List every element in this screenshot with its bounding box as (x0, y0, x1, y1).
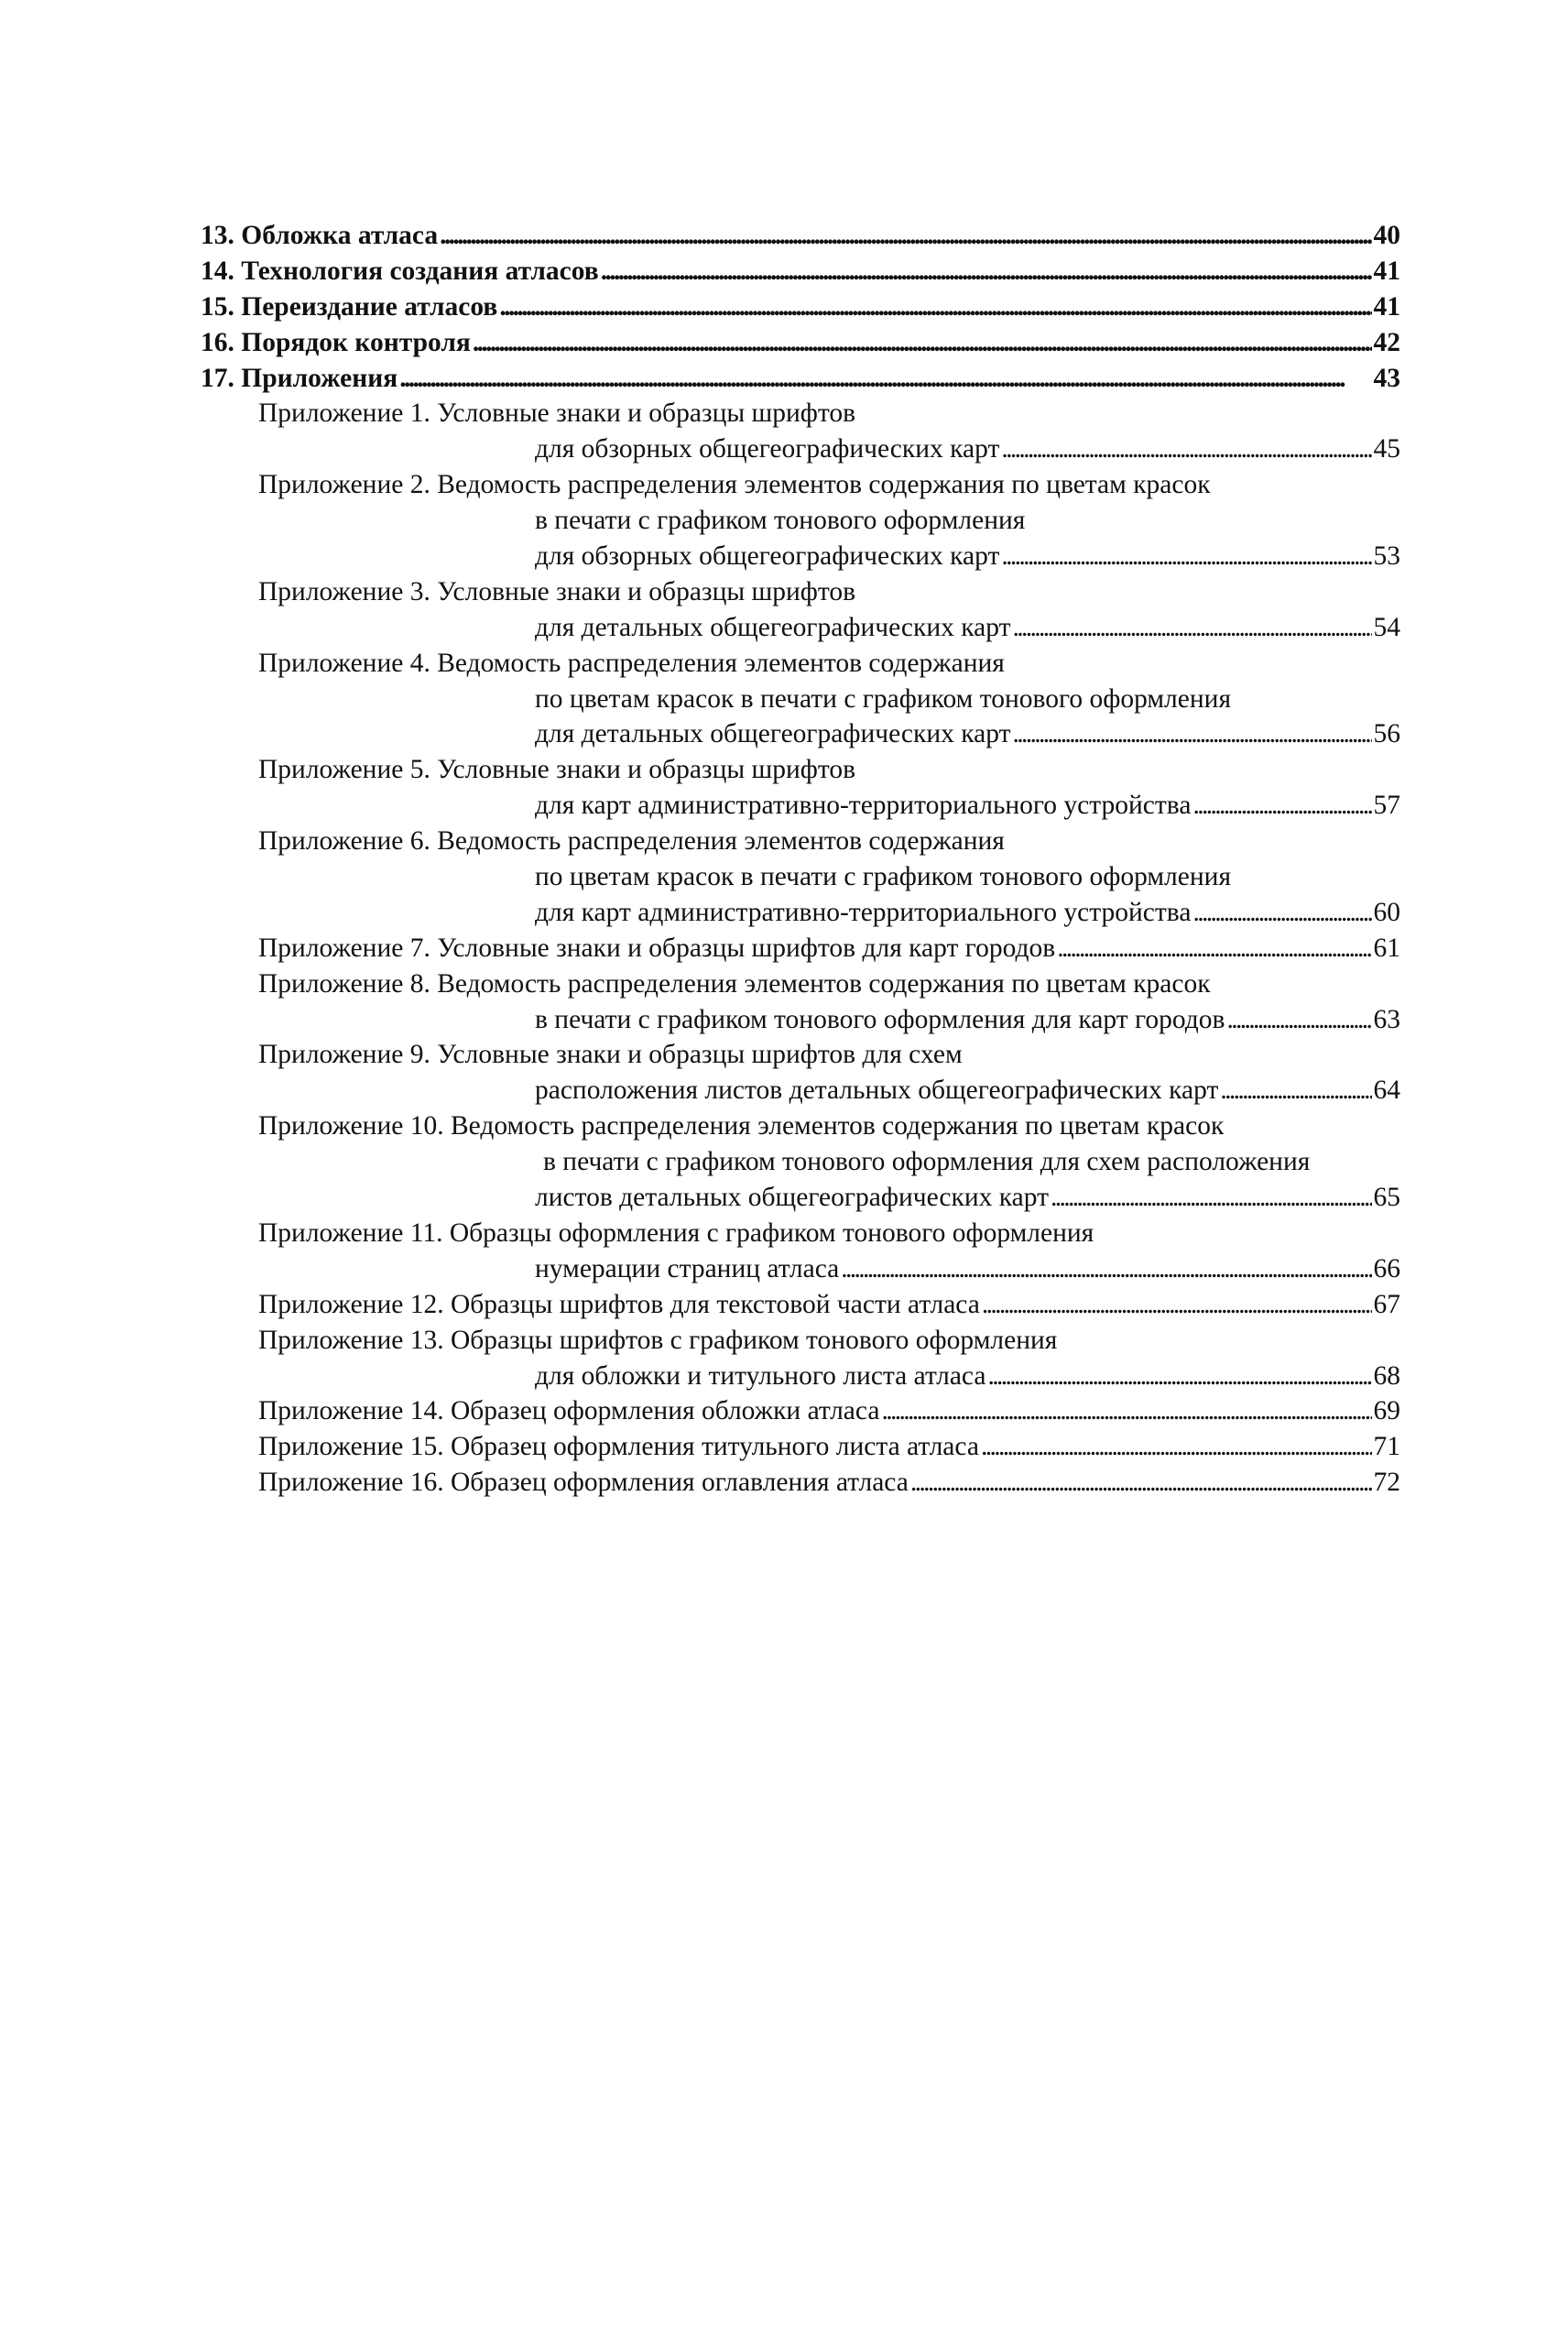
dot-leader (1013, 610, 1372, 646)
appendix-7-line-1: Приложение 7. Условные знаки и образцы шрифтов для карт городов . . . 61 (258, 931, 1400, 966)
appendix-5-line-2: для карт административно-территориального устройства . . . 57 (258, 788, 1400, 824)
appendix-2-line-2: в печати с графиком тонового оформления (535, 506, 1026, 536)
toc-section-17: 17. Приложения . . . 43 (201, 361, 1400, 397)
appendix-11-line-1: Приложение 11. Образцы оформления с графиком тонового оформления (258, 1218, 1094, 1248)
appendix-4-line-2: по цветам красок в печати с графиком тонового оформления (535, 683, 1232, 714)
appendix-6-line-2: по цветам красок в печати с графиком тонового оформления (535, 862, 1232, 892)
dot-leader (987, 1359, 1371, 1394)
appendix-13-line-1: Приложение 13. Образцы шрифтов с графиком тонового оформления (258, 1325, 1058, 1355)
dot-leader (1192, 788, 1371, 824)
appendix-10-line-2: в печати с графиком тонового оформления для схем расположения (543, 1147, 1311, 1177)
appendix-3-line-2: для детальных общегеографических карт . . . 54 (258, 610, 1400, 646)
dot-leader (499, 289, 1371, 325)
appendix-5-line-1: Приложение 5. Условные знаки и образцы шрифтов (258, 755, 856, 785)
dot-leader (982, 1287, 1372, 1323)
appendix-9-line-1: Приложение 9. Условные знаки и образцы шрифтов для схем (258, 1040, 963, 1070)
dot-leader (601, 254, 1372, 289)
appendix-3-line-1: Приложение 3. Условные знаки и образцы шрифтов (258, 576, 856, 606)
appendix-2-line-1: Приложение 2. Ведомость распределения элементов содержания по цветам красок (258, 470, 1211, 500)
dot-leader (1192, 895, 1371, 931)
dot-leader (910, 1465, 1372, 1501)
table-of-contents (201, 218, 1400, 1501)
dot-leader (1220, 1073, 1371, 1108)
appendix-14-line-1: Приложение 14. Образец оформления обложки атласа . . . 69 (258, 1393, 1400, 1429)
appendix-2-line-3: для обзорных общегеографических карт . . . 53 (258, 539, 1400, 574)
appendix-6-line-1: Приложение 6. Ведомость распределения элементов содержания (258, 826, 1005, 857)
appendix-13-line-2: для обложки и титульного листа атласа . . . 68 (258, 1359, 1400, 1394)
dot-leader (1001, 431, 1371, 467)
toc-section-14: 14. Технология создания атласов . . . 41 (201, 254, 1400, 289)
appendix-6-line-3: для карт административно-территориального устройства . . . 60 (258, 895, 1400, 931)
appendix-8-line-2: в печати с графиком тонового оформления для карт городов . . . 63 (258, 1002, 1400, 1038)
toc-section-16: 16. Порядок контроля . . . 42 (201, 325, 1400, 361)
dot-leader (1051, 1180, 1372, 1216)
appendix-11-line-2: нумерации страниц атласа . . . 66 (258, 1251, 1400, 1287)
dot-leader (1001, 539, 1371, 574)
appendix-list (258, 396, 1400, 1501)
appendix-15-line-1: Приложение 15. Образец оформления титульного листа атласа . . . 71 (258, 1429, 1400, 1465)
appendix-4-line-1: Приложение 4. Ведомость распределения элементов содержания (258, 648, 1005, 678)
appendix-12-line-1: Приложение 12. Образцы шрифтов для текстовой части атласа . . . 67 (258, 1287, 1400, 1323)
dot-leader (1226, 1002, 1371, 1038)
dot-leader (841, 1251, 1371, 1287)
dot-leader (1057, 931, 1371, 966)
appendix-1-line-1: Приложение 1. Условные знаки и образцы шрифтов (258, 399, 856, 429)
dot-leader (440, 218, 1371, 254)
appendix-10-line-3: листов детальных общегеографических карт . . . 65 (258, 1180, 1400, 1216)
appendix-16-line-1: Приложение 16. Образец оформления оглавления атласа . . . 72 (258, 1465, 1400, 1501)
appendix-4-line-3: для детальных общегеографических карт . . . 56 (258, 716, 1400, 752)
dot-leader (399, 361, 1371, 397)
toc-section-13: 13. Обложка атласа . . . 40 (201, 218, 1400, 254)
toc-section-15: 15. Переиздание атласов . . . 41 (201, 289, 1400, 325)
dot-leader (981, 1429, 1372, 1465)
appendix-8-line-1: Приложение 8. Ведомость распределения элементов содержания по цветам красок (258, 968, 1211, 999)
dot-leader (1013, 716, 1372, 752)
dot-leader (881, 1393, 1371, 1429)
dot-leader (473, 325, 1372, 361)
appendix-10-line-1: Приложение 10. Ведомость распределения элементов содержания по цветам красок (258, 1111, 1225, 1141)
appendix-1-line-2: для обзорных общегеографических карт . . . 45 (258, 431, 1400, 467)
appendix-9-line-2: расположения листов детальных общегеографических карт . . . 64 (258, 1073, 1400, 1108)
